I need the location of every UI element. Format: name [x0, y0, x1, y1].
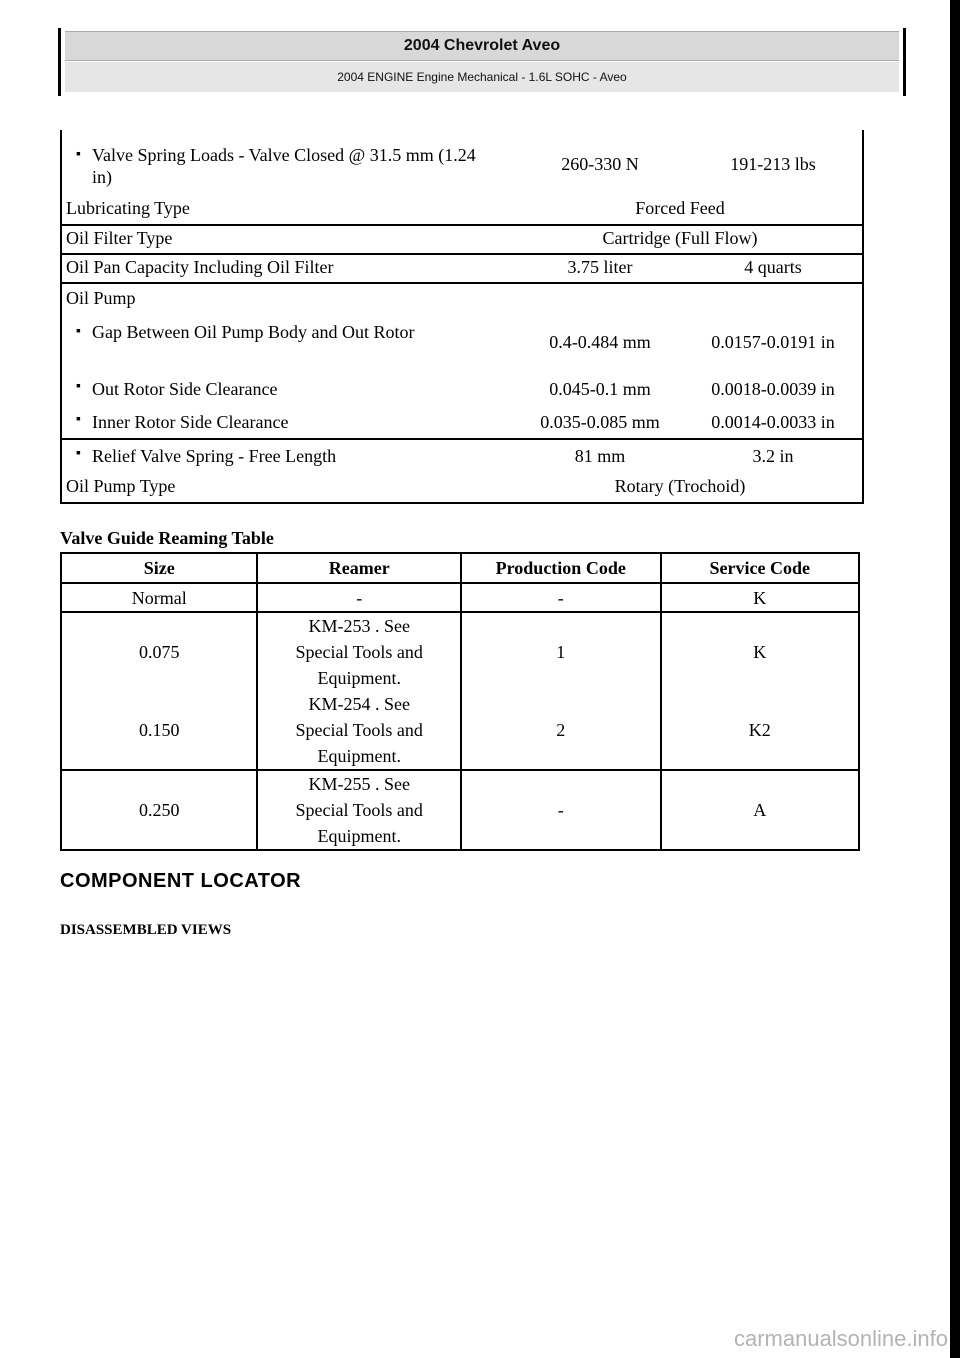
service-code-cell: A — [661, 770, 859, 850]
specifications-table — [60, 130, 864, 504]
reamer-note-line: Equipment. — [317, 746, 401, 766]
oil-pan-label: Oil Pan Capacity Including Oil Filter — [66, 257, 334, 277]
oil-pan-metric: 3.75 liter — [567, 257, 633, 277]
oil-pan-english: 4 quarts — [744, 257, 802, 277]
lubricating-type-value: Forced Feed — [635, 198, 725, 218]
lubricating-type-label: Lubricating Type — [66, 198, 190, 218]
service-code-cell: K — [661, 612, 859, 691]
spec-row-valve-spring — [62, 144, 862, 188]
gap-label: ▪ Gap Between Oil Pump Body and Out Rotor — [92, 320, 462, 344]
gap-english: 0.0157-0.0191 in — [711, 332, 835, 352]
reaming-header-row — [61, 553, 859, 583]
valve-spring-english: 191-213 lbs — [730, 154, 816, 174]
outer-rotor-label: ▪ Out Rotor Side Clearance — [92, 379, 277, 400]
document-subtitle: 2004 ENGINE Engine Mechanical - 1.6L SOHC - Aveo — [65, 62, 899, 92]
reamer-cell: - — [257, 583, 461, 612]
header-left-border — [58, 28, 61, 96]
header-size: Size — [61, 553, 257, 583]
size-cell: Normal — [61, 583, 257, 612]
size-cell: 0.250 — [61, 770, 257, 850]
outer-rotor-metric: 0.045-0.1 mm — [549, 379, 651, 399]
watermark: carmanualsonline.info — [733, 1326, 948, 1351]
oil-pump-type-label: Oil Pump Type — [66, 476, 176, 496]
inner-rotor-metric: 0.035-0.085 mm — [540, 412, 660, 432]
gap-metric: 0.4-0.484 mm — [549, 332, 651, 352]
relief-valve-english: 3.2 in — [752, 446, 794, 466]
table-row — [61, 612, 859, 691]
production-code-cell: - — [461, 770, 661, 850]
reamer-tool-number: KM-253 . See — [308, 616, 410, 636]
reamer-note-line: Special Tools and — [295, 720, 423, 740]
size-cell: 0.075 — [61, 612, 257, 691]
spec-group-oil-pan — [62, 253, 862, 282]
inner-rotor-english: 0.0014-0.0033 in — [711, 412, 835, 432]
spec-group-relief-valve — [62, 438, 862, 502]
reamer-note-line: Special Tools and — [295, 642, 423, 662]
valve-spring-metric: 260-330 N — [561, 154, 639, 174]
table-row — [61, 770, 859, 850]
relief-valve-label: ▪ Relief Valve Spring - Free Length — [92, 446, 336, 467]
header-service-code: Service Code — [661, 553, 859, 583]
table-row — [61, 691, 859, 770]
valve-spring-label: ▪ Valve Spring Loads - Valve Closed @ 31.5 mm (1.24 in) — [92, 144, 492, 188]
oil-pump-label: Oil Pump — [66, 288, 136, 308]
production-code-cell: - — [461, 583, 661, 612]
relief-valve-metric: 81 mm — [574, 446, 626, 466]
disassembled-views-heading: DISASSEMBLED VIEWS — [60, 922, 232, 938]
outer-rotor-english: 0.0018-0.0039 in — [711, 379, 835, 399]
oil-pump-type-value: Rotary (Trochoid) — [614, 476, 746, 496]
service-code-cell: K — [661, 583, 859, 612]
header-production-code: Production Code — [461, 553, 661, 583]
table-row — [61, 583, 859, 612]
spec-group-oil-pump — [62, 282, 862, 438]
reamer-cell — [257, 770, 461, 850]
inner-rotor-label: ▪ Inner Rotor Side Clearance — [92, 412, 288, 433]
valve-guide-reaming-table — [60, 552, 860, 851]
reamer-tool-number: KM-254 . See — [308, 694, 410, 714]
component-locator-heading: COMPONENT LOCATOR — [60, 870, 302, 892]
reamer-note-line: Special Tools and — [295, 800, 423, 820]
service-code-cell: K2 — [661, 691, 859, 770]
spec-group-oil-filter — [62, 224, 862, 253]
production-code-cell: 1 — [461, 612, 661, 691]
reamer-cell — [257, 612, 461, 691]
right-edge-bar — [950, 0, 960, 1358]
oil-filter-label: Oil Filter Type — [66, 228, 173, 248]
header-reamer: Reamer — [257, 553, 461, 583]
reamer-note-line: Equipment. — [317, 826, 401, 846]
reaming-table-title: Valve Guide Reaming Table — [60, 528, 274, 548]
spec-group-valve-lubrication — [62, 130, 862, 224]
reamer-tool-number: KM-255 . See — [308, 774, 410, 794]
header-right-border — [903, 28, 906, 96]
document-title: 2004 Chevrolet Aveo — [65, 31, 899, 61]
oil-filter-value: Cartridge (Full Flow) — [602, 228, 758, 248]
page-header — [58, 28, 906, 96]
production-code-cell: 2 — [461, 691, 661, 770]
size-cell: 0.150 — [61, 691, 257, 770]
reamer-cell — [257, 691, 461, 770]
reamer-note-line: Equipment. — [317, 668, 401, 688]
spec-row-gap — [62, 320, 862, 368]
